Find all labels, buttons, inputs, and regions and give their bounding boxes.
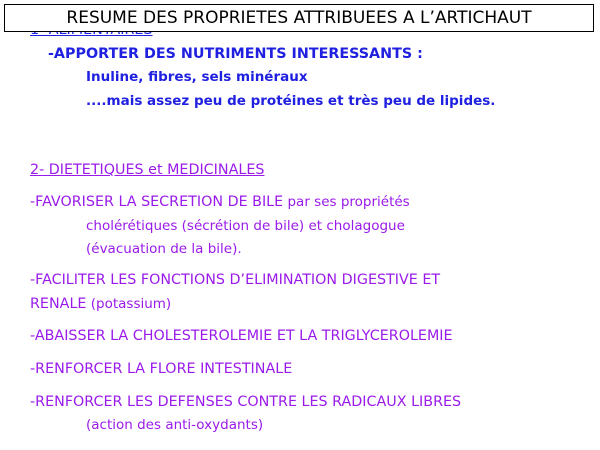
section-2-heading: 2- DIETETIQUES et MEDICINALES xyxy=(30,162,265,178)
title-banner xyxy=(4,4,594,32)
section-2-item-4: -RENFORCER LA FLORE INTESTINALE xyxy=(30,361,293,377)
section-1-item-1: -APPORTER DES NUTRIMENTS INTERESSANTS : xyxy=(48,46,423,62)
section-2-item-2-rest: (potassium) xyxy=(86,296,172,312)
section-2-item-2-lead2: RENALE xyxy=(30,296,87,312)
section-2-item-5: -RENFORCER LES DEFENSES CONTRE LES RADICAUX LIBRES xyxy=(30,394,462,410)
section-1-detail-2: ....mais assez peu de protéines et très peu de lipides. xyxy=(86,93,496,109)
section-2-item-1-rest: par ses propriétés xyxy=(283,194,410,210)
section-2-item-1 xyxy=(30,194,410,210)
section-2-item-5-cont: (action des anti-oxydants) xyxy=(86,417,264,433)
section-2-item-3: -ABAISSER LA CHOLESTEROLEMIE ET LA TRIGLYCEROLEMIE xyxy=(30,328,453,344)
slide-title: RESUME DES PROPRIETES ATTRIBUEES A L’ARTICHAUT xyxy=(66,8,532,28)
section-2-item-1-cont-1: cholérétiques (sécrétion de bile) et cholagogue xyxy=(86,218,405,234)
section-2-item-2: -FACILITER LES FONCTIONS D’ELIMINATION DIGESTIVE ET xyxy=(30,272,441,288)
section-2-item-1-cont-2: (évacuation de la bile). xyxy=(86,241,242,257)
section-1-detail-1: Inuline, fibres, sels minéraux xyxy=(86,69,308,85)
section-2-item-1-lead: -FAVORISER LA SECRETION DE BILE xyxy=(30,194,284,210)
section-2-item-2-cont xyxy=(30,296,171,312)
